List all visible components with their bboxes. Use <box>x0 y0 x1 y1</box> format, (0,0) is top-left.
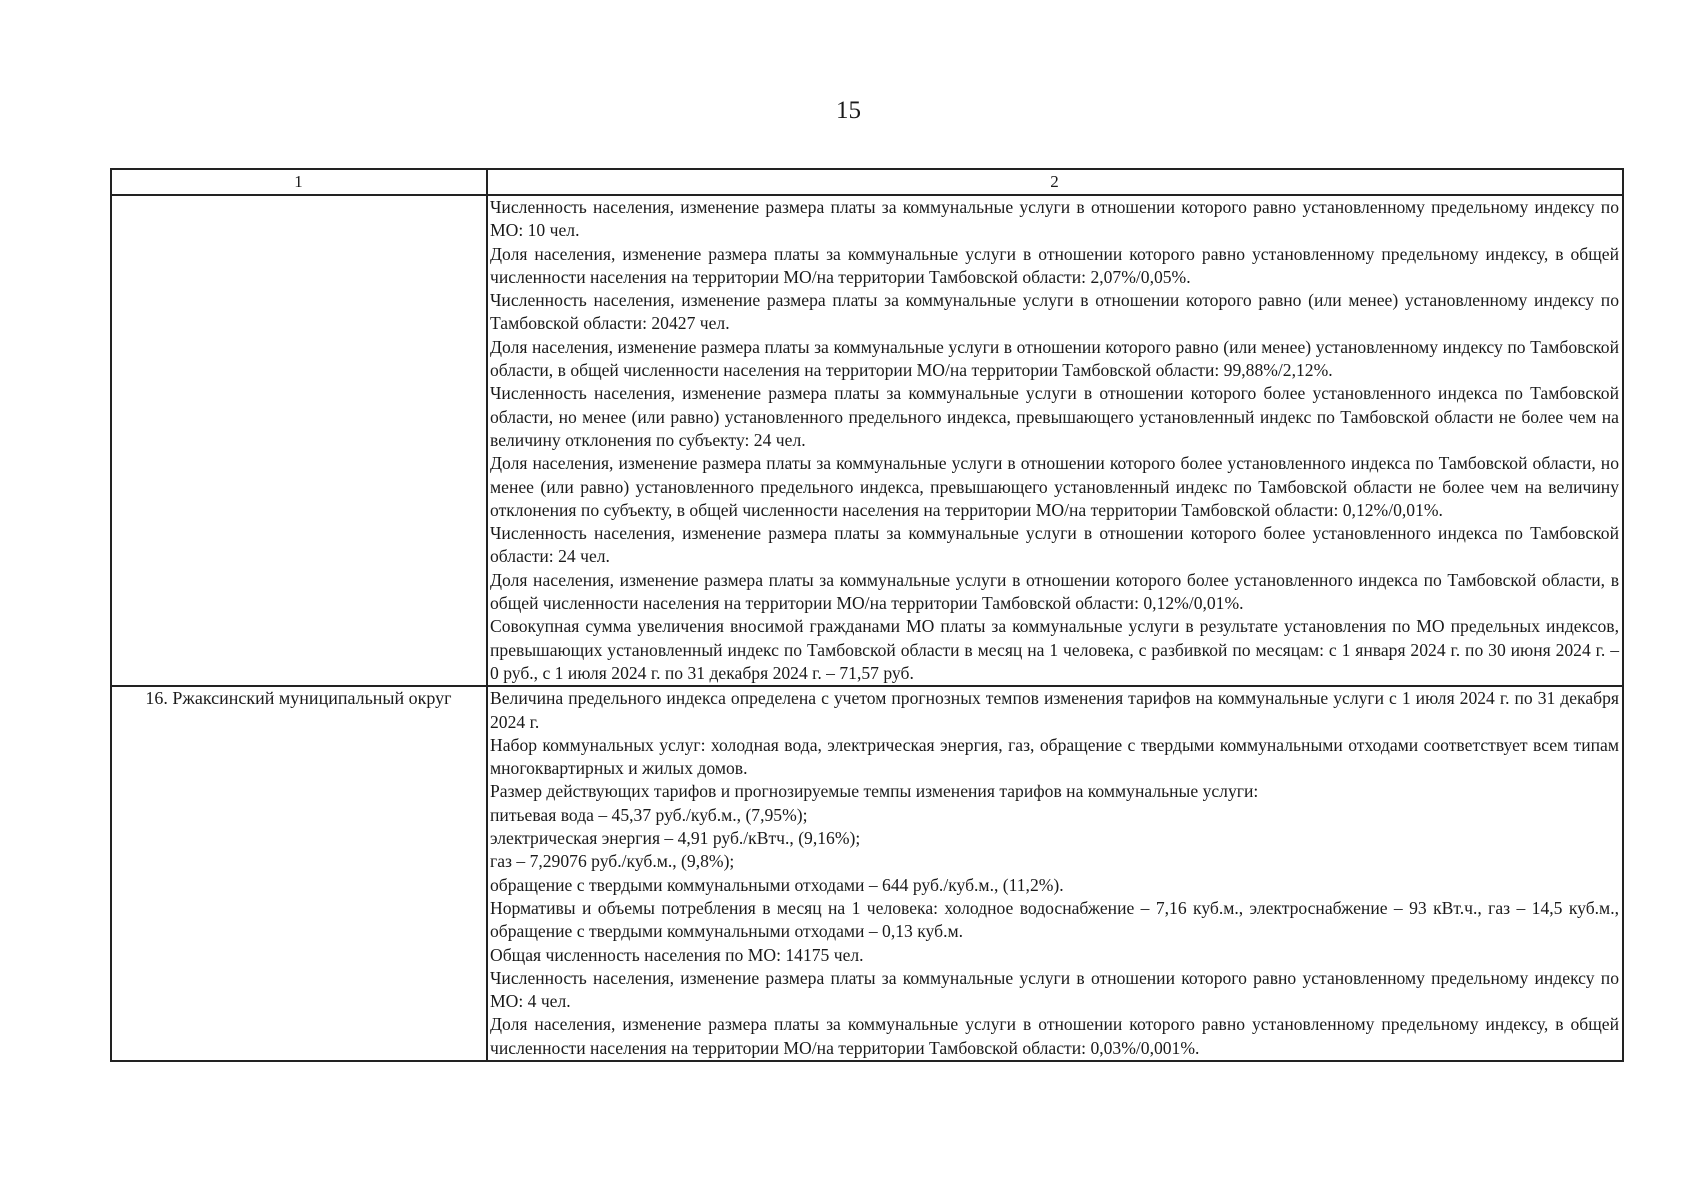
paragraph: Совокупная сумма увеличения вносимой гражданами МО платы за коммунальные услуги в результате установления по МО предельных индексов, превышающих установленный индекс по Тамбовской области в месяц на 1 человека, с разбивкой по месяцам: с 1 января 2024 г. по 30 июня 2024 г. – 0 руб., с 1 июля 2024 г. по 31 декабря 2024 г. – 71,57 руб. <box>490 616 1619 683</box>
paragraph: Доля населения, изменение размера платы за коммунальные услуги в отношении которого равно установленному предельному индексу, в общей численности населения на территории МО/на территории Тамбовской области: 0,03%/0,001%. <box>490 1014 1619 1058</box>
paragraph: Доля населения, изменение размера платы за коммунальные услуги в отношении которого более установленного индекса по Тамбовской области, но менее (или равно) установленного предельного индекса, превышающего установленный индекс по Тамбовской области не более чем на величину отклонения по субъекту, в общей численности населения на территории МО/на территории Тамбовской области: 0,12%/0,01%. <box>490 453 1619 520</box>
paragraph: Численность населения, изменение размера платы за коммунальные услуги в отношении которого равно (или менее) установленному индексу по Тамбовской области: 20427 чел. <box>490 290 1619 334</box>
paragraph: Размер действующих тарифов и прогнозируемые темпы изменения тарифов на коммунальные услуги: <box>490 781 1259 802</box>
column-header-1: 1 <box>111 169 487 195</box>
table-row <box>111 195 1623 686</box>
row-1-municipality-cell <box>111 195 487 686</box>
paragraph: Численность населения, изменение размера платы за коммунальные услуги в отношении которого равно установленному предельному индексу по МО: 4 чел. <box>490 967 1619 1012</box>
paragraph: Величина предельного индекса определена с учетом прогнозных темпов изменения тарифов на коммунальные услуги с 1 июля 2024 г. по 31 декабря 2024 г. <box>490 688 1619 732</box>
row-2-municipality-cell: 16. Ржаксинский муниципальный округ <box>111 686 487 1061</box>
paragraph: Доля населения, изменение размера платы за коммунальные услуги в отношении которого равно (или менее) установленному индексу по Тамбовской области, в общей численности населения на территории МО/на территории Тамбовской области: 99,88%/2,12%. <box>490 336 1619 381</box>
paragraph: обращение с твердыми коммунальными отходами – 644 руб./куб.м., (11,2%). <box>490 874 1064 895</box>
paragraph: Набор коммунальных услуг: холодная вода, электрическая энергия, газ, обращение с твердыми коммунальными отходами соответствует всем типам многоквартирных и жилых домов. <box>490 734 1619 779</box>
paragraph: Численность населения, изменение размера платы за коммунальные услуги в отношении которого более установленного индекса по Тамбовской области: 24 чел. <box>490 523 1619 567</box>
table-header-row <box>111 169 1623 195</box>
paragraph: питьевая вода – 45,37 руб./куб.м., (7,95%); <box>490 804 808 825</box>
paragraph: Общая численность населения по МО: 14175 чел. <box>490 944 864 965</box>
paragraph: Нормативы и объемы потребления в месяц на 1 человека: холодное водоснабжение – 7,16 куб.м., электроснабжение – 93 кВт.ч., газ – 14,5 куб.м., обращение с твердыми коммунальными отходами – 0,13 куб.м. <box>490 897 1619 942</box>
table-row <box>111 686 1623 1061</box>
document-table <box>110 168 1624 1062</box>
paragraph: электрическая энергия – 4,91 руб./кВтч., (9,16%); <box>490 828 861 849</box>
paragraph: Численность населения, изменение размера платы за коммунальные услуги в отношении которого равно установленному предельному индексу по МО: 10 чел. <box>490 197 1619 241</box>
row-2-details-cell <box>487 686 1623 1061</box>
paragraph: Численность населения, изменение размера платы за коммунальные услуги в отношении которого более установленного индекса по Тамбовской области, но менее (или равно) установленного предельного индекса, превышающего установленный индекс по Тамбовской области не более чем на величину отклонения по субъекту: 24 чел. <box>490 383 1619 450</box>
column-header-2: 2 <box>487 169 1623 195</box>
paragraph: Доля населения, изменение размера платы за коммунальные услуги в отношении которого равно установленному предельному индексу, в общей численности населения на территории МО/на территории Тамбовской области: 2,07%/0,05%. <box>490 243 1619 287</box>
paragraph: Доля населения, изменение размера платы за коммунальные услуги в отношении которого более установленного индекса по Тамбовской области, в общей численности населения на территории МО/на территории Тамбовской области: 0,12%/0,01%. <box>490 569 1619 614</box>
page-number: 15 <box>836 97 861 124</box>
paragraph: газ – 7,29076 руб./куб.м., (9,8%); <box>490 851 735 872</box>
row-1-details-cell <box>487 195 1623 686</box>
